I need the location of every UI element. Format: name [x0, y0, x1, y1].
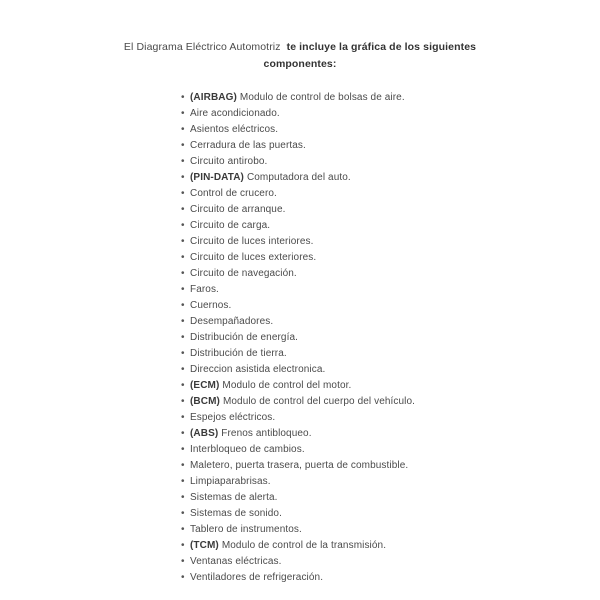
- bullet-icon: •: [181, 492, 185, 503]
- item-code: (ECM): [190, 380, 220, 391]
- item-text: Circuito de luces exteriores.: [190, 252, 317, 263]
- item-text: Circuito de navegación.: [190, 268, 297, 279]
- list-item: [181, 538, 600, 554]
- item-text: Sistemas de alerta.: [190, 492, 278, 503]
- bullet-icon: •: [181, 140, 185, 151]
- list-item: [181, 170, 600, 186]
- item-text: Direccion asistida electronica.: [190, 364, 326, 375]
- list-item: [181, 458, 600, 474]
- item-text: Modulo de control del cuerpo del vehículo.: [222, 396, 416, 407]
- list-item: [181, 346, 600, 362]
- bullet-icon: •: [181, 316, 185, 327]
- item-code: (TCM): [190, 540, 219, 551]
- page-title: [0, 0, 600, 73]
- list-item: [181, 570, 600, 586]
- list-item: [181, 282, 600, 298]
- bullet-icon: •: [181, 396, 185, 407]
- bullet-icon: •: [181, 476, 185, 487]
- list-item: [181, 218, 600, 234]
- list-item: [181, 426, 600, 442]
- item-code: (BCM): [190, 396, 220, 407]
- list-item: [181, 490, 600, 506]
- item-text: Distribución de tierra.: [190, 348, 287, 359]
- bullet-icon: •: [181, 412, 185, 423]
- item-text: Ventanas eléctricas.: [190, 556, 282, 567]
- bullet-icon: •: [181, 220, 185, 231]
- list-item: [181, 250, 600, 266]
- bullet-icon: •: [181, 108, 185, 119]
- list-item: [181, 410, 600, 426]
- title-regular-text: El Diagrama Eléctrico Automotriz: [123, 41, 281, 53]
- bullet-icon: •: [181, 92, 185, 103]
- list-item: [181, 122, 600, 138]
- bullet-icon: •: [181, 252, 185, 263]
- list-item: [181, 138, 600, 154]
- item-text: Tablero de instrumentos.: [190, 524, 302, 535]
- item-text: Interbloqueo de cambios.: [190, 444, 305, 455]
- item-text: Sistemas de sonido.: [190, 508, 282, 519]
- list-item: [181, 314, 600, 330]
- bullet-icon: •: [181, 236, 185, 247]
- item-text: Circuito de luces interiores.: [190, 236, 314, 247]
- bullet-icon: •: [181, 524, 185, 535]
- list-item: [181, 522, 600, 538]
- item-text: Espejos eléctricos.: [190, 412, 276, 423]
- item-text: Modulo de control del motor.: [222, 380, 352, 391]
- item-text: Asientos eléctricos.: [190, 124, 279, 135]
- bullet-icon: •: [181, 364, 185, 375]
- bullet-icon: •: [181, 572, 185, 583]
- list-item: [181, 378, 600, 394]
- item-text: Distribución de energía.: [190, 332, 299, 343]
- title-bold-line2: componentes:: [263, 58, 337, 70]
- list-item: [181, 106, 600, 122]
- item-text: Faros.: [190, 284, 219, 295]
- bullet-icon: •: [181, 268, 185, 279]
- item-text: Computadora del auto.: [246, 172, 351, 183]
- item-text: Cerradura de las puertas.: [190, 140, 306, 151]
- item-code: (ABS): [190, 428, 219, 439]
- bullet-icon: •: [181, 204, 185, 215]
- bullet-icon: •: [181, 444, 185, 455]
- bullet-icon: •: [181, 540, 185, 551]
- bullet-icon: •: [181, 124, 185, 135]
- list-item: [181, 330, 600, 346]
- bullet-icon: •: [181, 284, 185, 295]
- item-text: Limpiaparabrisas.: [190, 476, 271, 487]
- item-text: Desempañadores.: [190, 316, 274, 327]
- bullet-icon: •: [181, 428, 185, 439]
- item-code: (AIRBAG): [190, 92, 237, 103]
- bullet-icon: •: [181, 332, 185, 343]
- bullet-icon: •: [181, 380, 185, 391]
- bullet-icon: •: [181, 460, 185, 471]
- item-text: Circuito de arranque.: [190, 204, 286, 215]
- list-item: [181, 202, 600, 218]
- list-item: [181, 506, 600, 522]
- item-text: Cuernos.: [190, 300, 232, 311]
- bullet-icon: •: [181, 156, 185, 167]
- bullet-icon: •: [181, 172, 185, 183]
- bullet-icon: •: [181, 188, 185, 199]
- item-text: Control de crucero.: [190, 188, 277, 199]
- item-text: Maletero, puerta trasera, puerta de combustible.: [190, 460, 409, 471]
- list-item: [181, 362, 600, 378]
- list-item: [181, 154, 600, 170]
- list-item: [181, 266, 600, 282]
- bullet-icon: •: [181, 556, 185, 567]
- bullet-icon: •: [181, 508, 185, 519]
- list-item: [181, 298, 600, 314]
- item-text: Circuito antirobo.: [190, 156, 268, 167]
- item-code: (PIN-DATA): [190, 172, 244, 183]
- bullet-icon: •: [181, 300, 185, 311]
- bullet-icon: •: [181, 348, 185, 359]
- item-text: Circuito de carga.: [190, 220, 271, 231]
- title-bold-text: te incluye la gráfica de los siguientes: [286, 41, 477, 53]
- list-item: [181, 186, 600, 202]
- list-item: [181, 234, 600, 250]
- item-text: Ventiladores de refrigeración.: [190, 572, 324, 583]
- component-list: [181, 90, 600, 586]
- item-text: Aire acondicionado.: [190, 108, 280, 119]
- item-text: Frenos antibloqueo.: [221, 428, 312, 439]
- list-item: [181, 90, 600, 106]
- item-text: Modulo de control de la transmisión.: [221, 540, 387, 551]
- list-item: [181, 474, 600, 490]
- list-item: [181, 442, 600, 458]
- item-text: Modulo de control de bolsas de aire.: [239, 92, 405, 103]
- list-item: [181, 554, 600, 570]
- list-item: [181, 394, 600, 410]
